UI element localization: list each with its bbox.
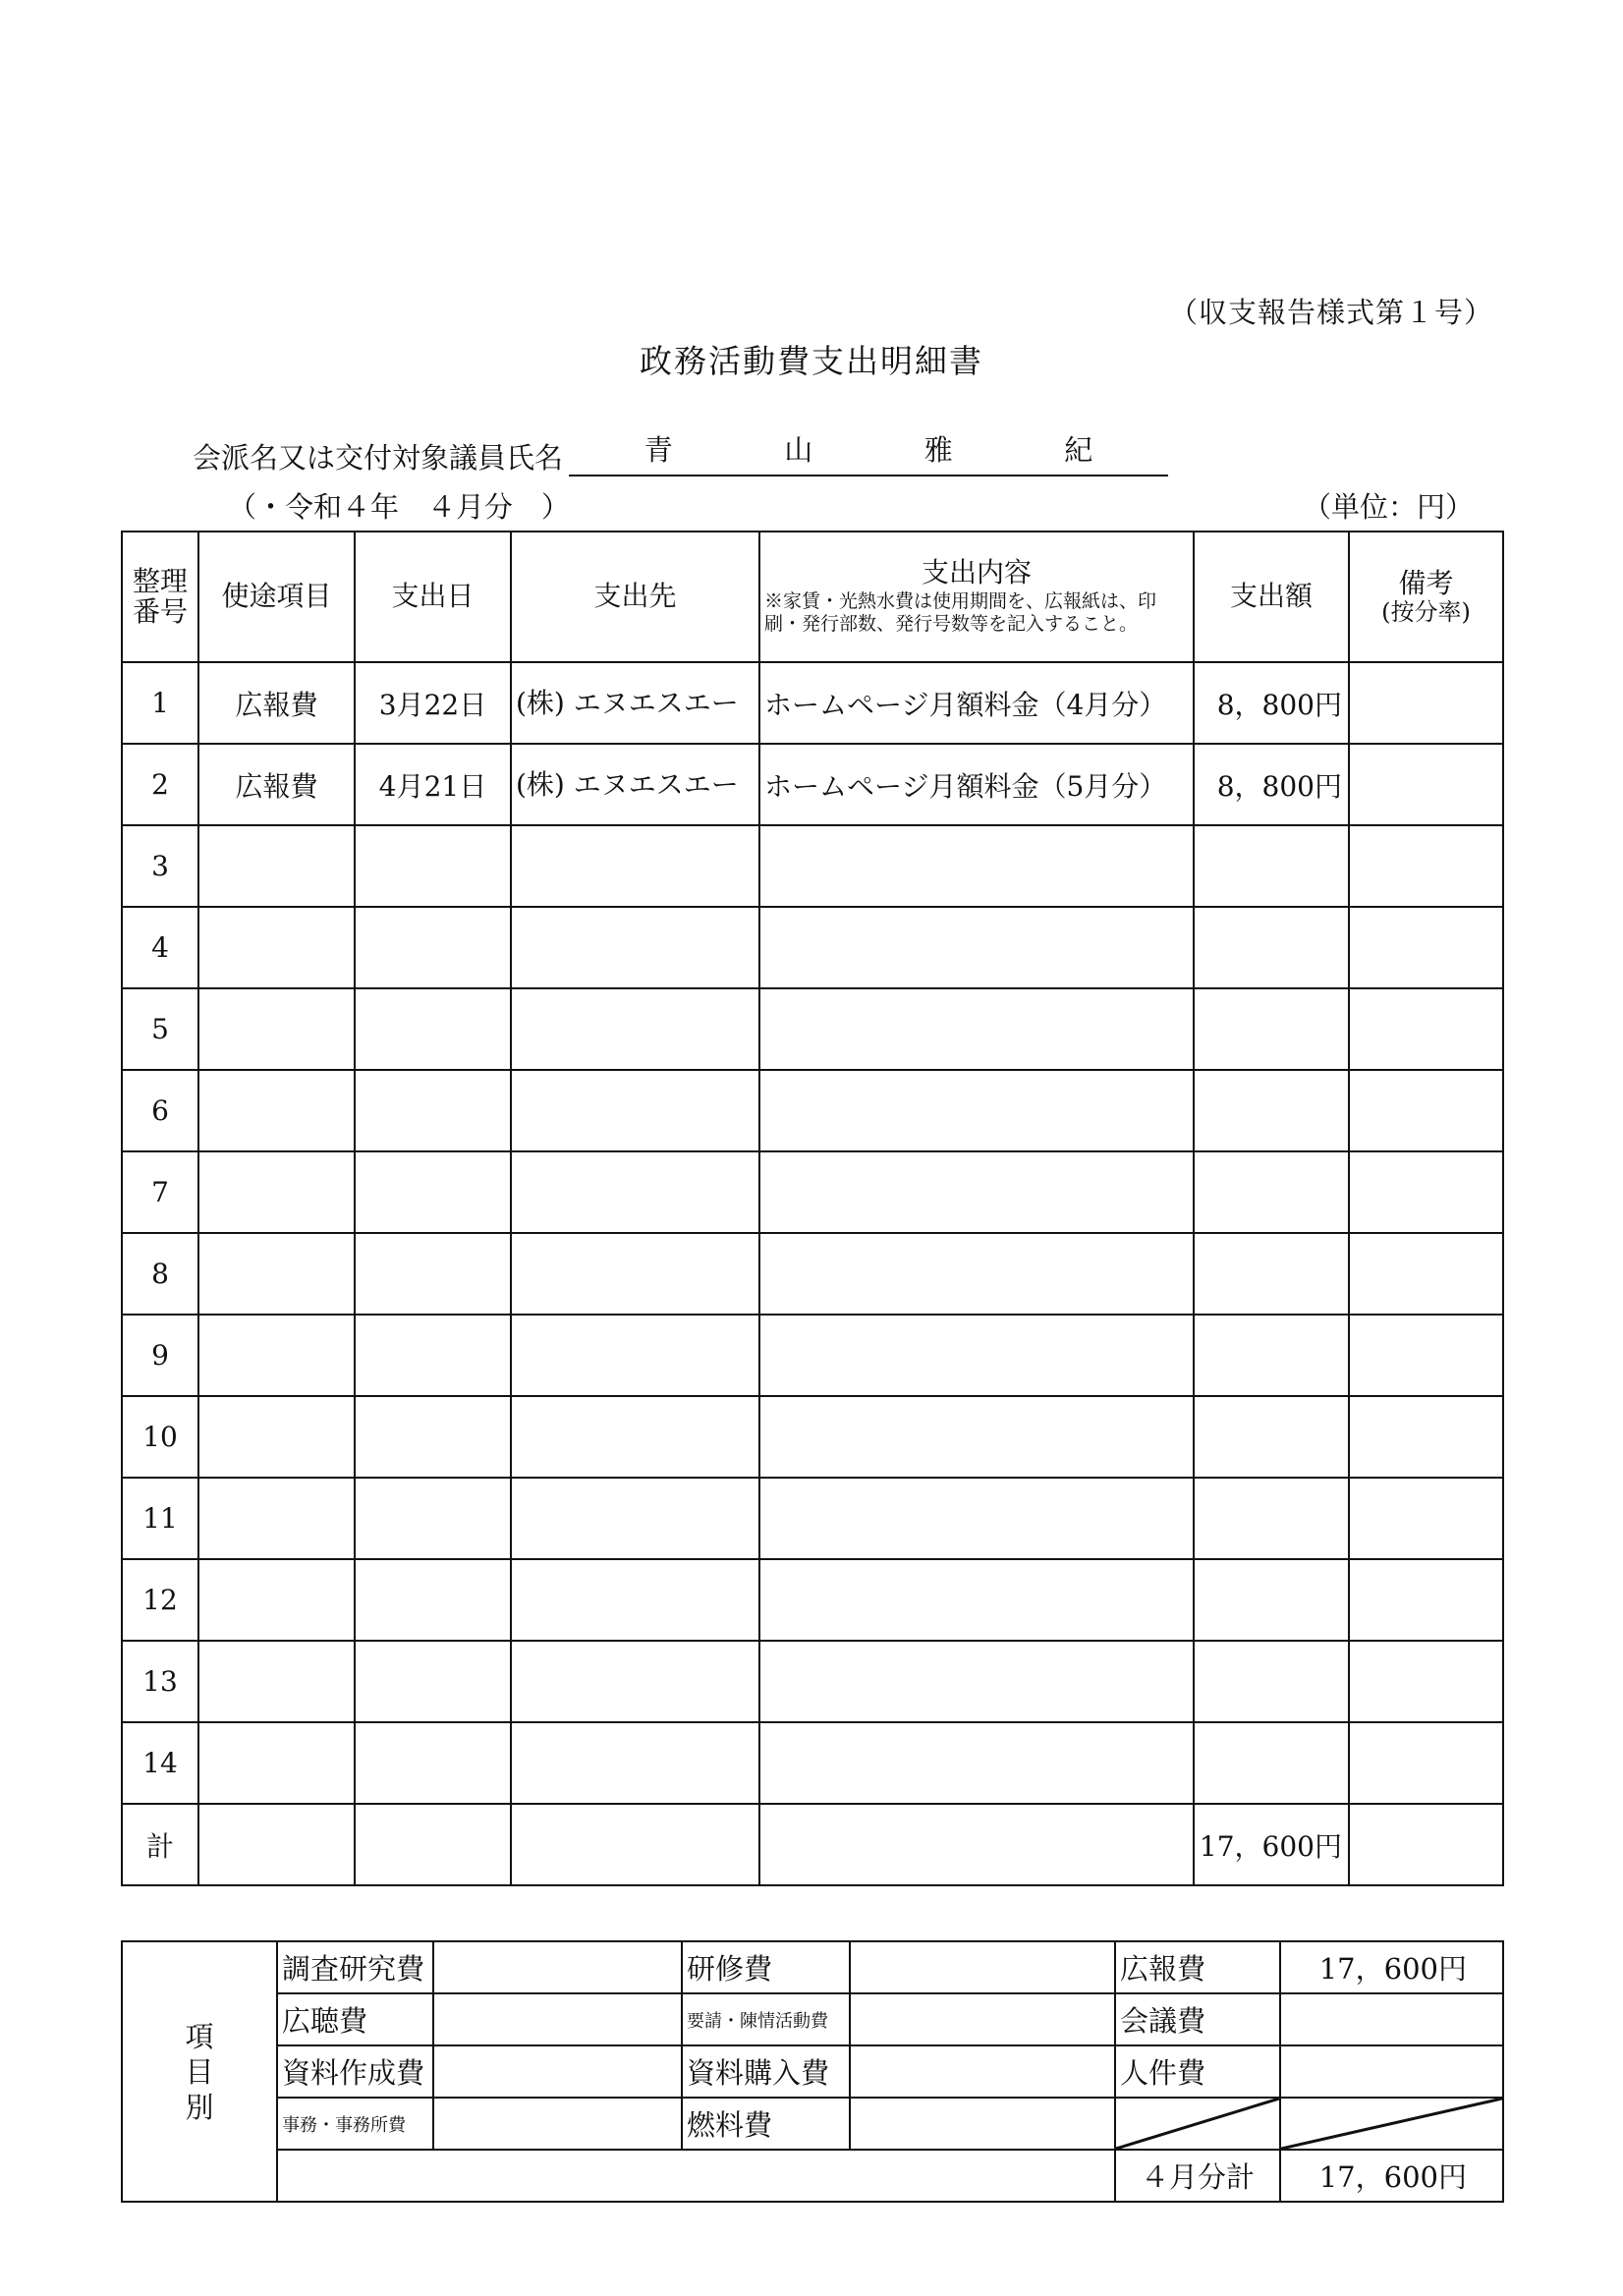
row-amount <box>1194 825 1349 907</box>
blank-cell-slashed <box>1115 2098 1280 2150</box>
category-petition: 要請・陳情活動費 <box>682 1993 850 2045</box>
row-use-item <box>198 1315 355 1396</box>
row-number: 13 <box>122 1641 198 1722</box>
row-payee: (株) エヌエスエー <box>511 662 759 744</box>
row-use-item <box>198 1070 355 1151</box>
row-content <box>759 825 1194 907</box>
member-row <box>193 428 1168 476</box>
category-personnel-amount <box>1280 2045 1503 2098</box>
row-remark <box>1349 1233 1503 1315</box>
row-date: 3月22日 <box>355 662 511 744</box>
row-payee <box>511 1396 759 1478</box>
blank-cell-slashed <box>1280 2098 1503 2150</box>
row-number: 7 <box>122 1151 198 1233</box>
row-payee: (株) エヌエスエー <box>511 744 759 825</box>
category-research: 調査研究費 <box>277 1941 433 1993</box>
row-remark <box>1349 825 1503 907</box>
row-remark <box>1349 907 1503 988</box>
row-remark <box>1349 1070 1503 1151</box>
category-training: 研修費 <box>682 1941 850 1993</box>
row-number: 5 <box>122 988 198 1070</box>
row-number: 3 <box>122 825 198 907</box>
category-materials-making: 資料作成費 <box>277 2045 433 2098</box>
row-payee <box>511 988 759 1070</box>
row-amount <box>1194 1315 1349 1396</box>
row-payee <box>511 907 759 988</box>
row-content <box>759 1233 1194 1315</box>
header-use-item: 使途項目 <box>198 532 355 662</box>
member-name-char: 雅 <box>923 433 953 467</box>
row-content <box>759 907 1194 988</box>
member-name-char: 山 <box>784 433 813 467</box>
category-training-amount <box>850 1941 1115 1993</box>
header-date: 支出日 <box>355 532 511 662</box>
row-date <box>355 1722 511 1804</box>
row-number: 2 <box>122 744 198 825</box>
row-amount <box>1194 1233 1349 1315</box>
row-use-item <box>198 1478 355 1559</box>
row-date <box>355 825 511 907</box>
row-number: 6 <box>122 1070 198 1151</box>
row-payee <box>511 1233 759 1315</box>
unit-label: （単位：円） <box>1302 490 1474 524</box>
header-content-note: ※家賃・光熱水費は使用期間を、広報紙は、印刷・発行部数、発行号数等を記入すること。 <box>764 589 1157 635</box>
row-amount <box>1194 1070 1349 1151</box>
row-date <box>355 1151 511 1233</box>
row-date <box>355 907 511 988</box>
row-payee <box>511 1315 759 1396</box>
table-row <box>122 1070 1503 1151</box>
category-meeting-amount <box>1280 1993 1503 2045</box>
row-amount: 8，800円 <box>1194 662 1349 744</box>
row-date <box>355 1559 511 1641</box>
row-content <box>759 1478 1194 1559</box>
category-office: 事務・事務所費 <box>277 2098 433 2150</box>
row-payee <box>511 1559 759 1641</box>
row-amount <box>1194 1478 1349 1559</box>
row-payee <box>511 1070 759 1151</box>
month-total-spacer <box>277 2150 1115 2202</box>
row-payee <box>511 1151 759 1233</box>
row-use-item <box>198 1151 355 1233</box>
member-name-char: 紀 <box>1064 433 1093 467</box>
row-amount <box>1194 907 1349 988</box>
row-use-item <box>198 1641 355 1722</box>
table-row <box>122 1233 1503 1315</box>
row-date <box>355 988 511 1070</box>
row-number: 8 <box>122 1233 198 1315</box>
category-summary-table <box>121 1940 1504 2203</box>
row-use-item <box>198 1396 355 1478</box>
row-content <box>759 1396 1194 1478</box>
row-date <box>355 1641 511 1722</box>
table-row <box>122 1151 1503 1233</box>
header-remarks-title: 備考 <box>1398 566 1454 599</box>
row-amount <box>1194 1559 1349 1641</box>
row-payee <box>511 1722 759 1804</box>
header-content-title: 支出内容 <box>921 555 1032 588</box>
category-materials-making-amount <box>433 2045 682 2098</box>
category-materials-purchase-amount <box>850 2045 1115 2098</box>
member-label: 会派名又は交付対象議員氏名 <box>193 441 564 475</box>
row-payee <box>511 825 759 907</box>
header-payee: 支出先 <box>511 532 759 662</box>
row-amount <box>1194 988 1349 1070</box>
table-row <box>122 1559 1503 1641</box>
row-number: 9 <box>122 1315 198 1396</box>
total-row <box>122 1804 1503 1885</box>
member-name <box>569 428 1168 476</box>
row-date <box>355 1396 511 1478</box>
member-name-char: 青 <box>644 433 673 467</box>
table-row <box>122 662 1503 744</box>
row-content <box>759 1641 1194 1722</box>
total-label: 計 <box>122 1804 198 1885</box>
row-use-item <box>198 825 355 907</box>
category-publicity-amount: 17，600円 <box>1280 1941 1503 1993</box>
category-hearing-amount <box>433 1993 682 2045</box>
row-use-item <box>198 907 355 988</box>
row-content: ホームページ月額料金（4月分） <box>759 662 1194 744</box>
row-use-item <box>198 1233 355 1315</box>
row-amount <box>1194 1396 1349 1478</box>
category-hearing: 広聴費 <box>277 1993 433 2045</box>
row-number: 4 <box>122 907 198 988</box>
header-number: 整理番号 <box>122 532 198 662</box>
category-fuel: 燃料費 <box>682 2098 850 2150</box>
category-petition-amount <box>850 1993 1115 2045</box>
row-use-item <box>198 988 355 1070</box>
row-remark <box>1349 1559 1503 1641</box>
row-date <box>355 1315 511 1396</box>
category-heading-char: 項 <box>185 2019 214 2053</box>
table-row <box>122 1315 1503 1396</box>
row-content <box>759 1559 1194 1641</box>
form-number: （収支報告様式第１号） <box>1168 296 1493 329</box>
table-row <box>122 825 1503 907</box>
document-title: 政務活動費支出明細書 <box>640 342 983 380</box>
row-remark <box>1349 662 1503 744</box>
row-use-item <box>198 1722 355 1804</box>
row-use-item: 広報費 <box>198 744 355 825</box>
row-amount <box>1194 1641 1349 1722</box>
header-remarks <box>1349 532 1503 662</box>
row-date <box>355 1478 511 1559</box>
category-personnel: 人件費 <box>1115 2045 1280 2098</box>
row-number: 10 <box>122 1396 198 1478</box>
category-research-amount <box>433 1941 682 1993</box>
row-content <box>759 1070 1194 1151</box>
row-payee <box>511 1478 759 1559</box>
table-row <box>122 1478 1503 1559</box>
row-use-item: 広報費 <box>198 662 355 744</box>
category-heading-char: 目 <box>185 2054 214 2089</box>
table-row <box>122 1641 1503 1722</box>
row-content <box>759 988 1194 1070</box>
row-date <box>355 1233 511 1315</box>
row-amount <box>1194 1151 1349 1233</box>
period: （・令和４年 ４月分 ） <box>228 490 571 524</box>
row-date: 4月21日 <box>355 744 511 825</box>
header-remarks-sub: (按分率) <box>1381 597 1471 626</box>
expenditure-table <box>121 531 1504 1886</box>
row-content: ホームページ月額料金（5月分） <box>759 744 1194 825</box>
row-remark <box>1349 744 1503 825</box>
row-remark <box>1349 988 1503 1070</box>
category-office-amount <box>433 2098 682 2150</box>
category-meeting: 会議費 <box>1115 1993 1280 2045</box>
row-content <box>759 1151 1194 1233</box>
category-fuel-amount <box>850 2098 1115 2150</box>
category-heading <box>122 1941 277 2202</box>
row-date <box>355 1070 511 1151</box>
row-remark <box>1349 1722 1503 1804</box>
row-remark <box>1349 1315 1503 1396</box>
row-amount: 8，800円 <box>1194 744 1349 825</box>
row-amount <box>1194 1722 1349 1804</box>
row-remark <box>1349 1396 1503 1478</box>
category-heading-char: 別 <box>185 2090 214 2124</box>
month-total-label: ４月分計 <box>1115 2150 1280 2202</box>
table-row <box>122 907 1503 988</box>
table-row <box>122 988 1503 1070</box>
header-content <box>759 532 1194 662</box>
row-number: 14 <box>122 1722 198 1804</box>
table-row <box>122 1396 1503 1478</box>
row-remark <box>1349 1151 1503 1233</box>
row-content <box>759 1722 1194 1804</box>
row-number: 12 <box>122 1559 198 1641</box>
row-use-item <box>198 1559 355 1641</box>
row-content <box>759 1315 1194 1396</box>
row-number: 1 <box>122 662 198 744</box>
row-payee <box>511 1641 759 1722</box>
row-number: 11 <box>122 1478 198 1559</box>
category-materials-purchase: 資料購入費 <box>682 2045 850 2098</box>
total-amount: 17，600円 <box>1194 1804 1349 1885</box>
row-remark <box>1349 1478 1503 1559</box>
table-header-row <box>122 532 1503 662</box>
category-publicity: 広報費 <box>1115 1941 1280 1993</box>
month-total-amount: 17，600円 <box>1280 2150 1503 2202</box>
row-remark <box>1349 1641 1503 1722</box>
header-amount: 支出額 <box>1194 532 1349 662</box>
table-row <box>122 1722 1503 1804</box>
table-row <box>122 744 1503 825</box>
